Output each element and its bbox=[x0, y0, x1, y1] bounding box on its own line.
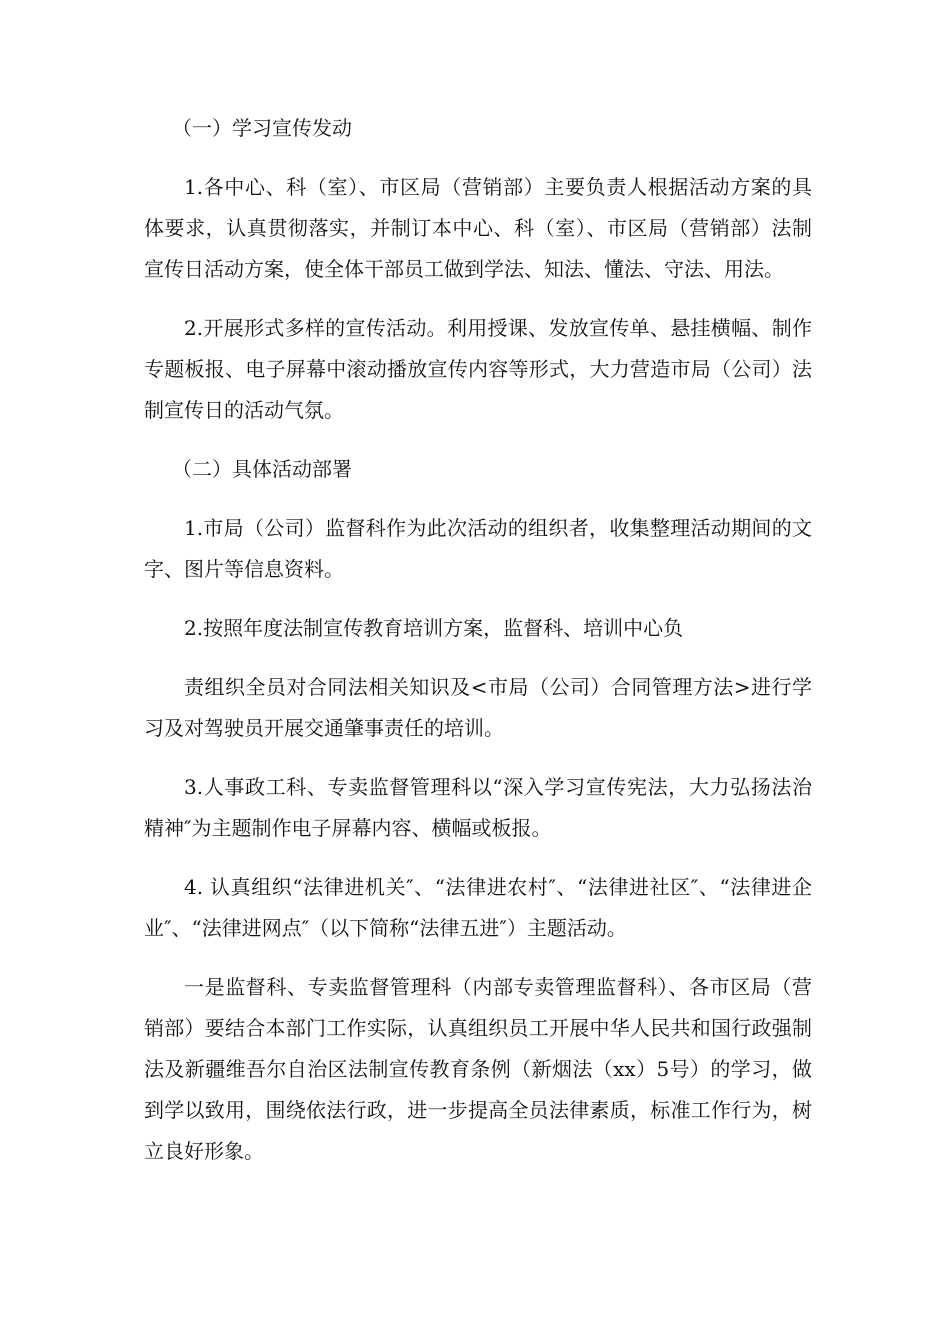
paragraph-2-2a: 2.按照年度法制宣传教育培训方案，监督科、培训中心负 bbox=[184, 616, 684, 640]
paragraph-2-5: 一是监督科、专卖监督管理科（内部专卖管理监督科）、各市区局（营销部）要结合本部门工作实际，认真组织员工开展中华人民共和国行政强制法及新疆维吾尔自治区法制宣传教育条例（新烟法（xx）5号）的学习，做到学以致用，围绕依法行政，进一步提高全员法律素质，标准工作行为，树立良好形象。 bbox=[144, 975, 812, 1163]
paragraph-2-2b: 责组织全员对合同法相关知识及<市局（公司）合同管理方法>进行学习及对驾驶员开展交通肇事责任的培训。 bbox=[144, 675, 812, 740]
paragraph-2-4: 4. 认真组织“法律进机关″、“法律进农村″、“法律进社区″、“法律进企业″、“法律进网点″（以下简称“法律五进″）主题活动。 bbox=[144, 875, 812, 940]
section-heading-1: （一）学习宣传发动 bbox=[172, 116, 352, 140]
document-body bbox=[144, 108, 812, 1190]
section-heading-2: （二）具体活动部署 bbox=[172, 457, 352, 481]
paragraph-2-1: 1.市局（公司）监督科作为此次活动的组织者，收集整理活动期间的文字、图片等信息资料。 bbox=[144, 516, 812, 581]
paragraph-1-2: 2.开展形式多样的宣传活动。利用授课、发放宣传单、悬挂横幅、制作专题板报、电子屏幕中滚动播放宣传内容等形式，大力营造市局（公司）法制宣传日的活动气氛。 bbox=[144, 316, 812, 422]
paragraph-1-1: 1.各中心、科（室）、市区局（营销部）主要负责人根据活动方案的具体要求，认真贯彻落实，并制订本中心、科（室）、市区局（营销部）法制宣传日活动方案，使全体干部员工做到学法、知法、懂法、守法、用法。 bbox=[144, 175, 812, 281]
paragraph-2-3: 3.人事政工科、专卖监督管理科以“深入学习宣传宪法，大力弘扬法治精神″为主题制作电子屏幕内容、横幅或板报。 bbox=[144, 775, 812, 840]
